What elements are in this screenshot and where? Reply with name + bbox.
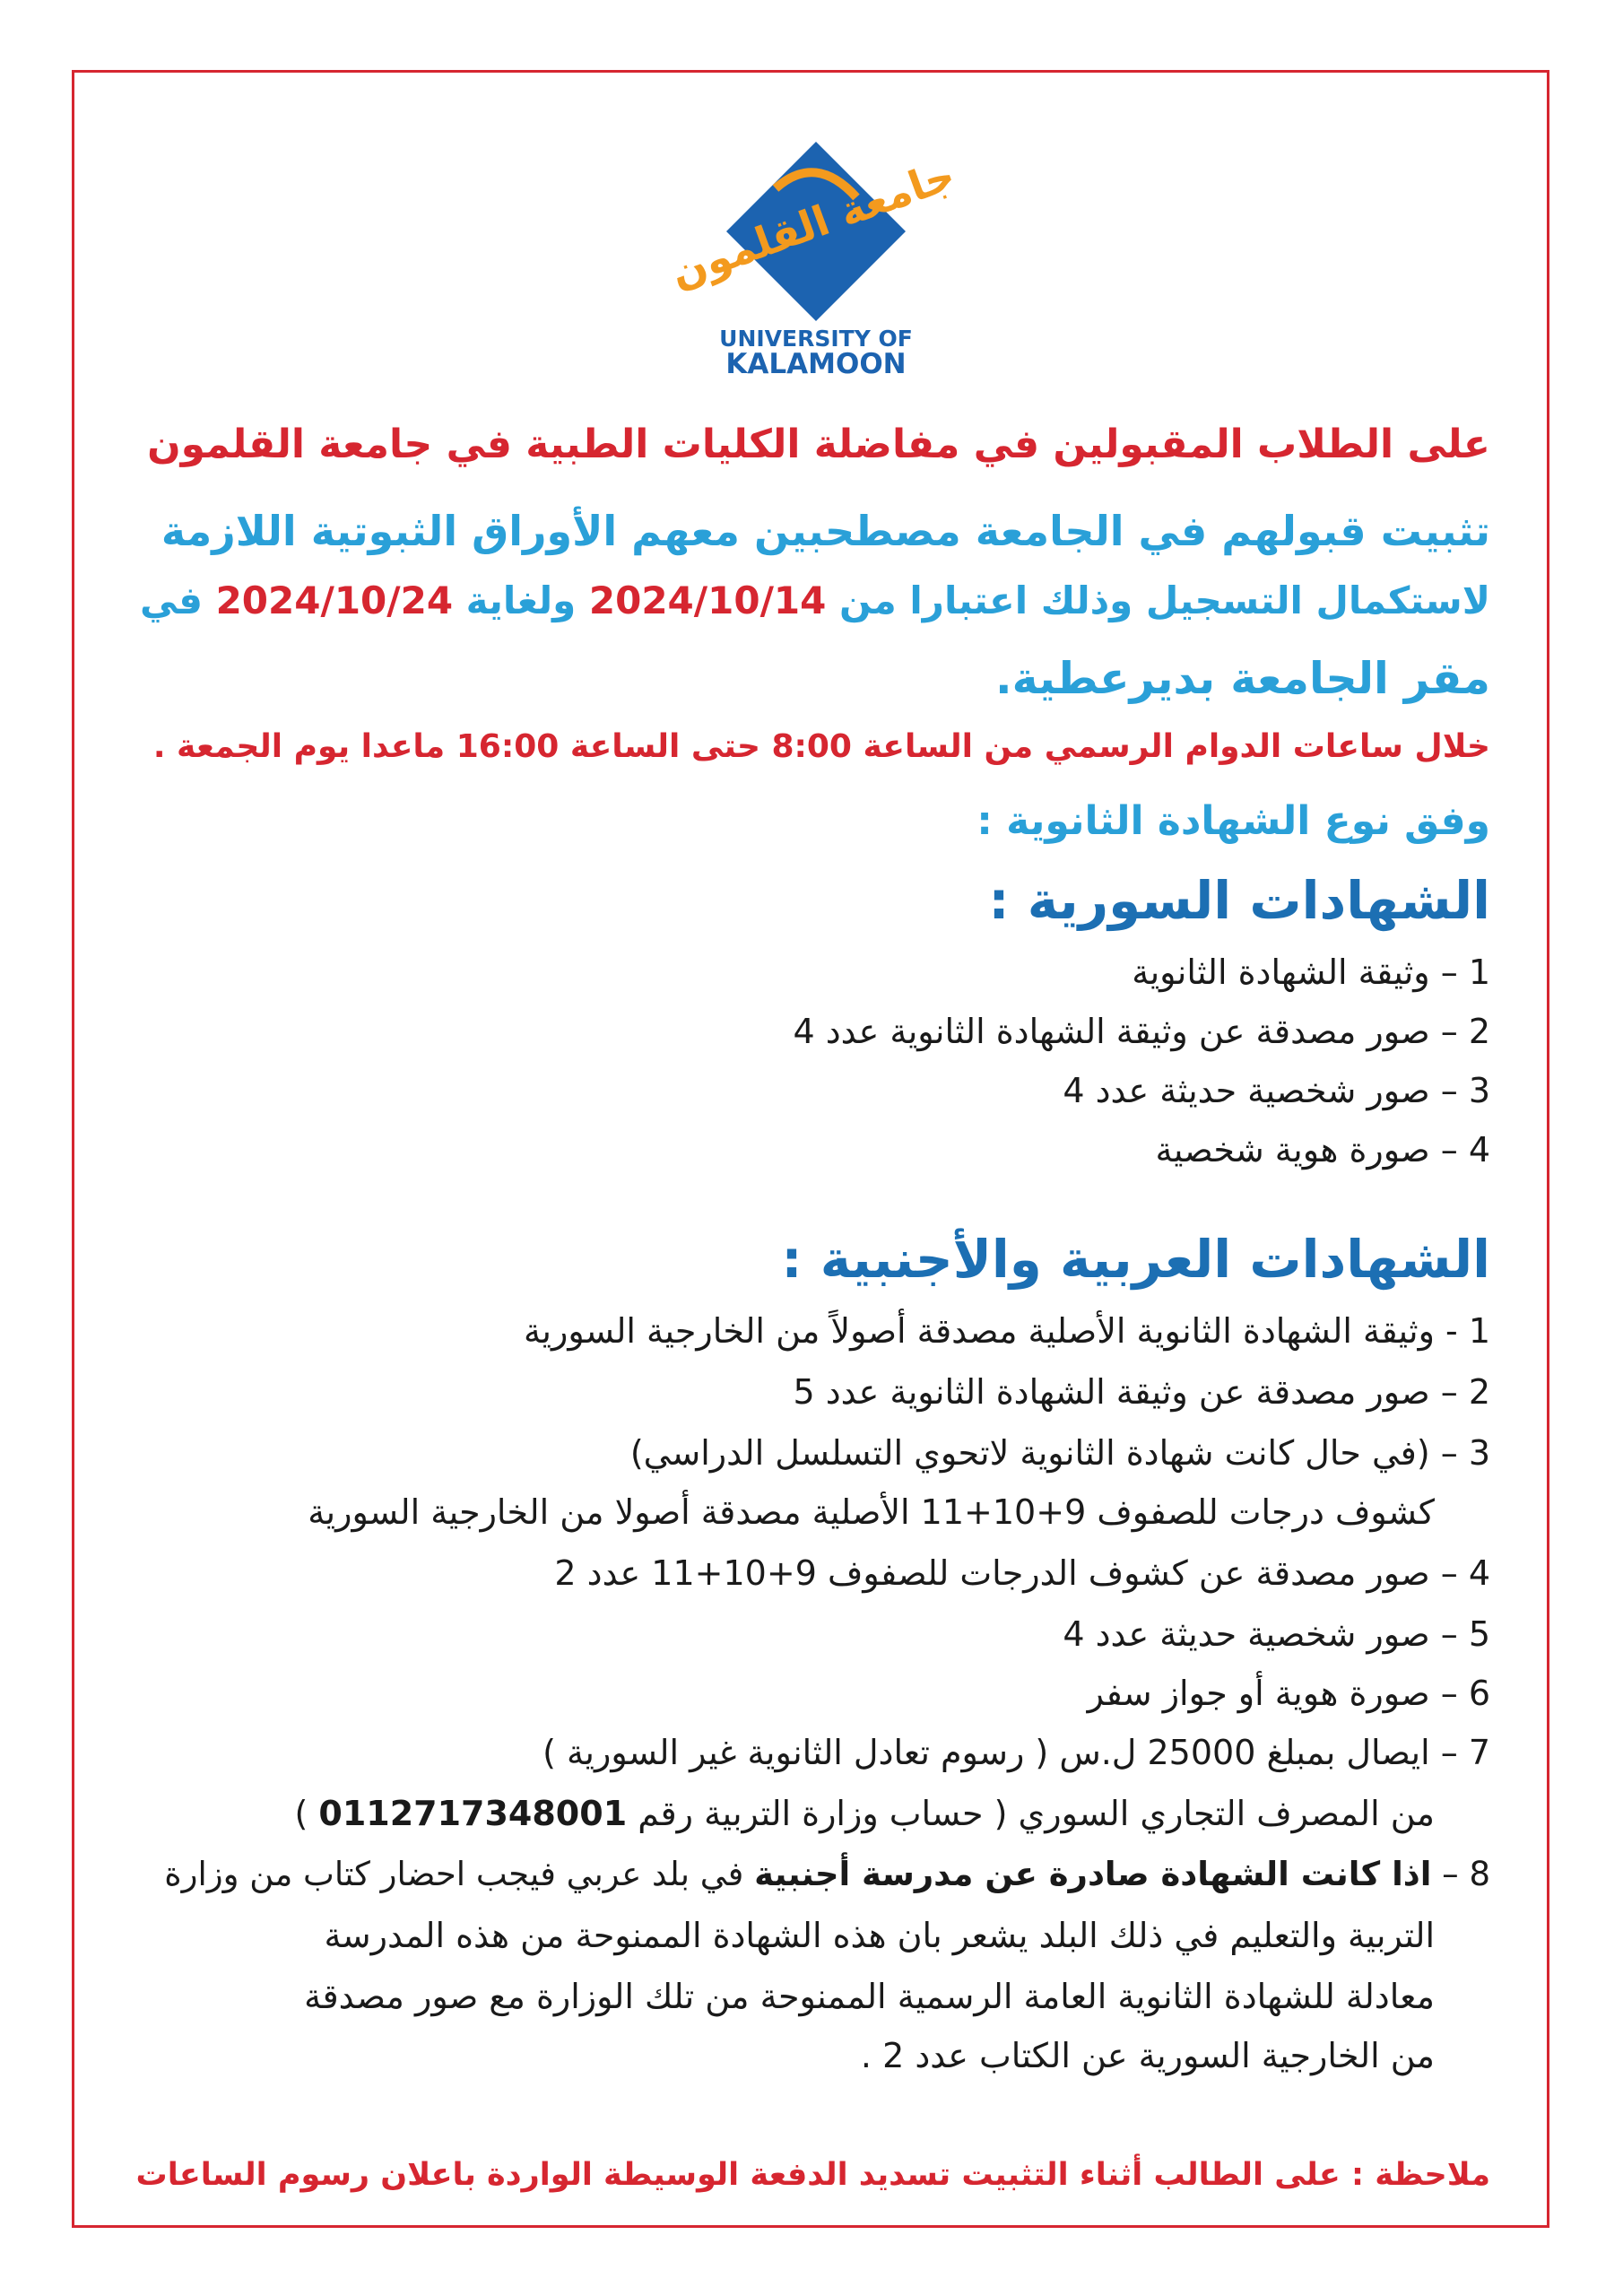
foreign-heading: الشهادات العربية والأجنبية : (781, 1229, 1490, 1290)
foreign-item-5: 5 – صور شخصية حديثة عدد 4 (1063, 1614, 1490, 1654)
syrian-item-4: 4 – صورة هوية شخصية (1155, 1130, 1490, 1170)
syrian-item-1: 1 – وثيقة الشهادة الثانوية (1132, 952, 1490, 992)
intro-text-b: ولغاية (453, 578, 589, 622)
foreign-item-8-line-3: معادلة للشهادة الثانوية العامة الرسمية الممنوحة من تلك الوزارة مع صور مصدقة (304, 1977, 1435, 2016)
logo-line-2: KALAMOON (725, 348, 907, 380)
page-title: على الطلاب المقبولين في مفاضلة الكليات الطبية في جامعة القلمون (147, 422, 1490, 467)
note: ملاحظة : على الطالب أثناء التثبيت تسديد الدفعة الوسيطة الواردة باعلان رسوم الساعات (135, 2157, 1490, 2193)
foreign-item-3-continued: كشوف درجات للصفوف 9+10+11 الأصلية مصدقة أصولا من الخارجية السورية (308, 1492, 1435, 1532)
date-from: 2024/10/14 (588, 578, 827, 622)
bank-text-a: من المصرف التجاري السوري ( حساب وزارة التربية رقم (627, 1794, 1435, 1833)
account-number: 0112717348001 (318, 1794, 628, 1833)
foreign-item-8-line-2: التربية والتعليم في ذلك البلد يشعر بان هذه الشهادة الممنوحة من هذه المدرسة (324, 1916, 1435, 1955)
working-hours: خلال ساعات الدوام الرسمي من الساعة 8:00 حتى الساعة 16:00 ماعدا يوم الجمعة . (152, 728, 1490, 765)
foreign-item-3: 3 – (في حال كانت شهادة الثانوية لاتحوي التسلسل الدراسي) (629, 1433, 1490, 1473)
logo-line-1: UNIVERSITY OF (719, 326, 913, 352)
foreign-item-2: 2 – صور مصدقة عن وثيقة الشهادة الثانوية عدد 5 (793, 1372, 1490, 1412)
by-certificate-type: وفق نوع الشهادة الثانوية : (976, 798, 1490, 844)
logo-arabic-mark: جامعة القلمون (664, 150, 961, 298)
foreign-item-7: 7 – ايصال بمبلغ 25000 ل.س ( رسوم تعادل الثانوية غير السورية ) (542, 1733, 1490, 1772)
foreign-item-1: 1 - وثيقة الشهادة الثانوية الأصلية مصدقة أصولاً من الخارجية السورية (524, 1311, 1490, 1351)
date-to: 2024/10/24 (215, 578, 454, 622)
logo-diamond-icon (664, 135, 961, 380)
intro-line-1: تثبيت قبولهم في الجامعة مصطحبين معهم الأوراق الثبوتية اللازمة (161, 507, 1490, 555)
syrian-item-2: 2 – صور مصدقة عن وثيقة الشهادة الثانوية عدد 4 (793, 1012, 1490, 1051)
university-of-kalamoon-logo (664, 135, 961, 380)
foreign-item-8 (164, 1855, 1490, 1893)
item-8-text: في بلد عربي فيجب احضار كتاب من وزارة (164, 1855, 755, 1893)
item-8-highlight: اذا كانت الشهادة صادرة عن مدرسة أجنبية (754, 1855, 1432, 1893)
intro-line-2 (140, 578, 1490, 622)
syrian-heading: الشهادات السورية : (988, 870, 1490, 931)
item-8-number: 8 – (1431, 1855, 1490, 1893)
foreign-item-7-continued (295, 1794, 1436, 1833)
bank-text-b: ) (294, 1794, 319, 1833)
foreign-item-8-line-4: من الخارجية السورية عن الكتاب عدد 2 . (860, 2036, 1435, 2075)
intro-text-a: لاستكمال التسجيل وذلك اعتبارا من (826, 578, 1490, 622)
foreign-item-4: 4 – صور مصدقة عن كشوف الدرجات للصفوف 9+10+11 عدد 2 (554, 1553, 1490, 1593)
syrian-item-3: 3 – صور شخصية حديثة عدد 4 (1063, 1071, 1490, 1110)
foreign-item-6: 6 – صورة هوية أو جواز سفر (1087, 1674, 1490, 1713)
intro-line-3: مقر الجامعة بديرعطية. (995, 653, 1490, 704)
intro-text-c: في (139, 578, 216, 622)
